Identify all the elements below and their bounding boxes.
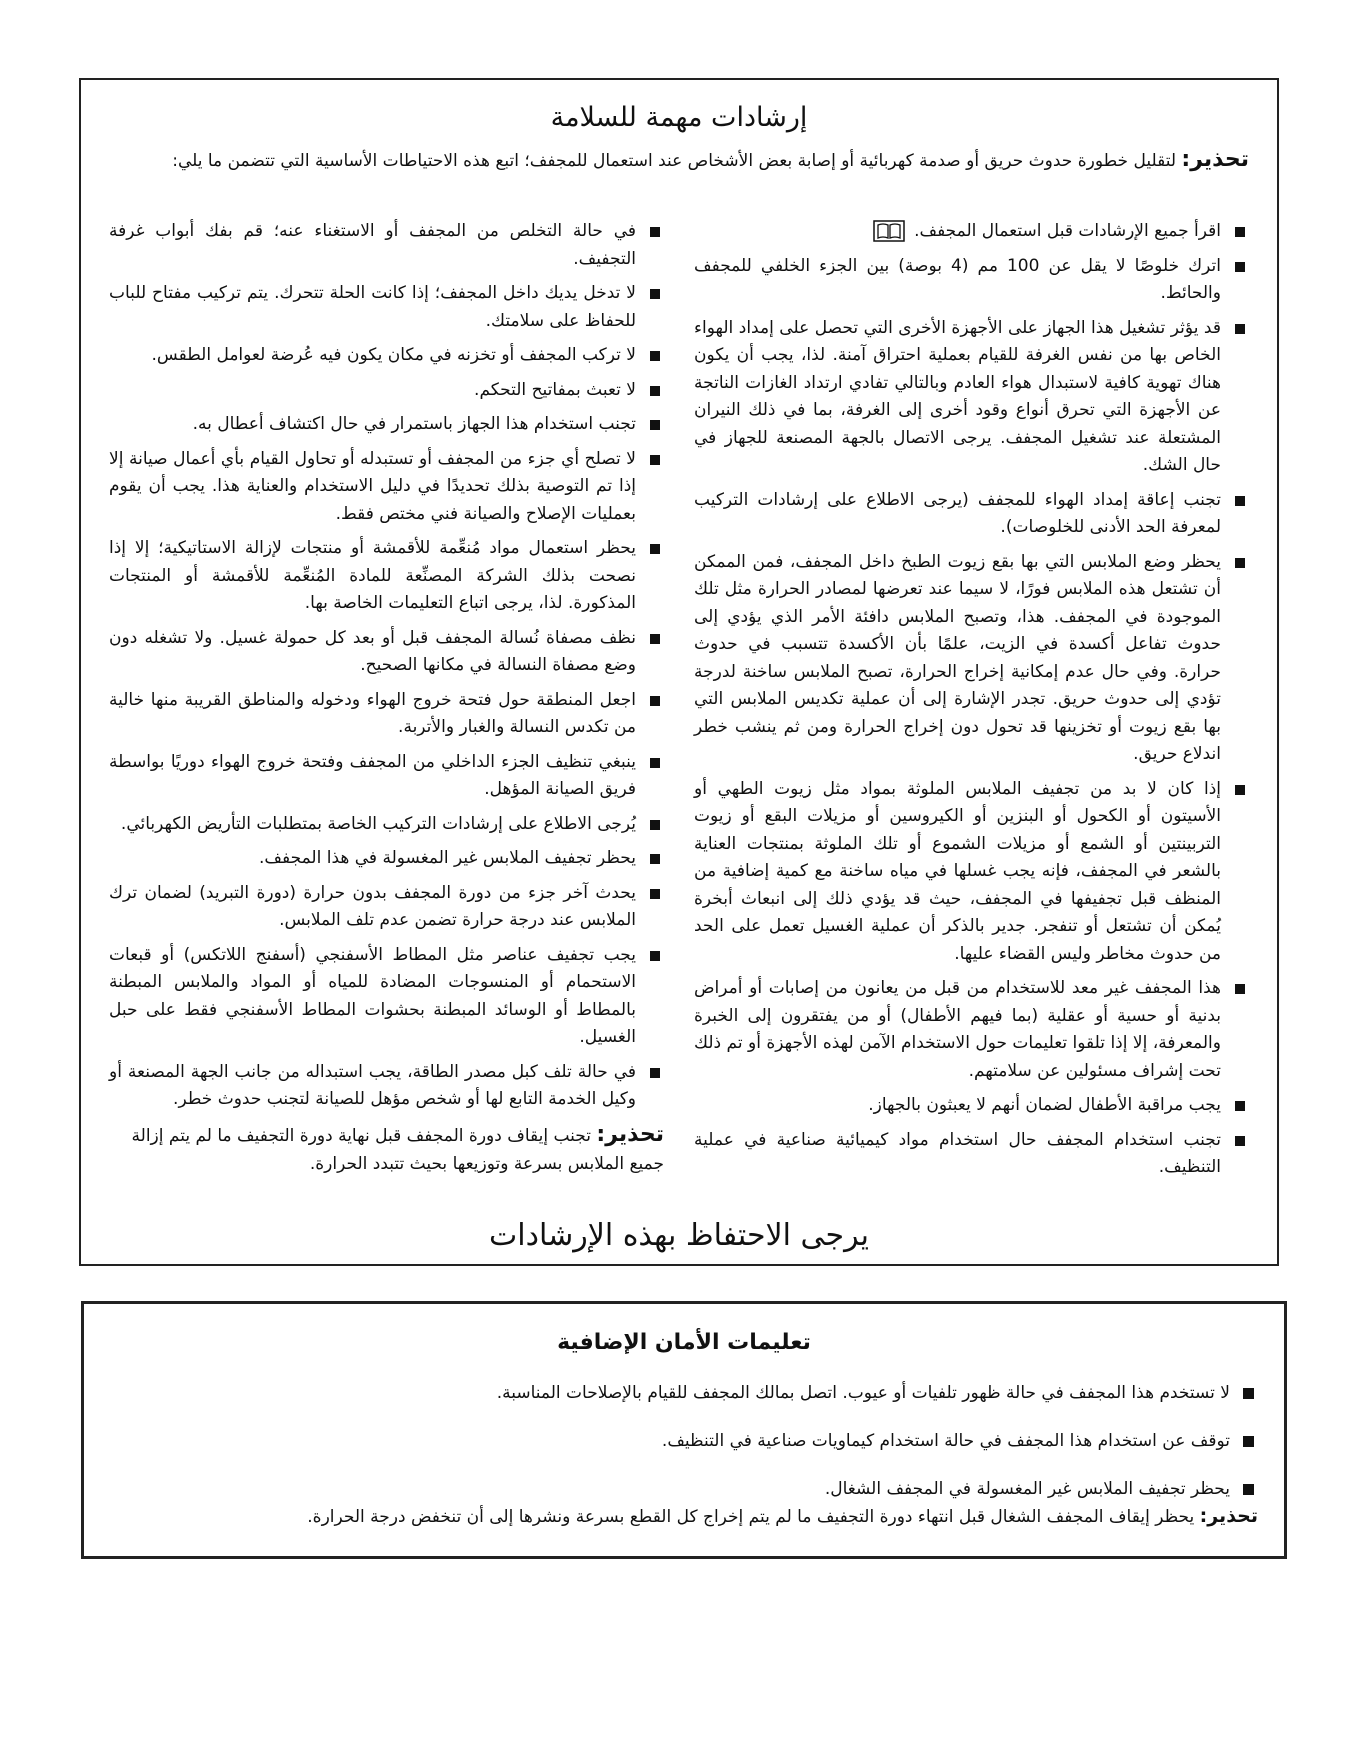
right-column [694, 218, 1249, 1189]
list-item: في حالة تلف كبل مصدر الطاقة، يجب استبداله من جانب الجهة المصنعة أو وكيل الخدمة التابع لها أو شخص مؤهل للصيانة لتجنب حدوث خطر. [109, 1059, 664, 1114]
left-instruction-list [109, 218, 664, 1114]
section-title: تعليمات الأمان الإضافية [557, 1330, 811, 1355]
list-item: يحدث آخر جزء من دورة المجفف بدون حرارة (دورة التبريد) لضمان ترك الملابس عند درجة حرارة تضمن عدم تلف الملابس. [109, 880, 664, 935]
warning-label: تحذير: [1199, 1505, 1258, 1527]
list-item: يُرجى الاطلاع على إرشادات التركيب الخاصة بمتطلبات التأريض الكهربائي. [109, 811, 664, 839]
list-item: يحظر استعمال مواد مُنعِّمة للأقمشة أو منتجات لإزالة الاستاتيكية؛ إلا إذا نصحت بذلك الشركة المصنِّعة للمادة المُنعِّمة للأقمشة أو المنتجات المذكورة. لذا، يرجى اتباع التعليمات الخاصة بها. [109, 535, 664, 618]
list-item: نظف مصفاة نُسالة المجفف قبل أو بعد كل حمولة غسيل. ولا تشغله دون وضع مصفاة النسالة في مكانها الصحيح. [109, 625, 664, 680]
list-item: اترك خلوصًا لا يقل عن 100 مم (4 بوصة) بين الجزء الخلفي للمجفف والحائط. [694, 253, 1249, 308]
list-item: لا تصلح أي جزء من المجفف أو تستبدله أو تحاول القيام بأي أعمال صيانة إلا إذا تم التوصية بذلك تحديدًا في دليل الاستخدام والعناية هذا. يجب أن يقوم بعمليات الإصلاح والصيانة فني مختص فقط. [109, 446, 664, 529]
safety-instructions-box [79, 78, 1279, 1266]
warning-text: يحظر إيقاف المجفف الشغال قبل انتهاء دورة التجفيف ما لم يتم إخراج كل القطع بسرعة ونشرها إلى أن تنخفض درجة الحرارة. [307, 1507, 1195, 1527]
list-item: قد يؤثر تشغيل هذا الجهاز على الأجهزة الأخرى التي تحصل على إمداد الهواء الخاص بها من نفس الغرفة للقيام بعملية احتراق آمنة. لذا، يجب أن يكون هناك تهوية كافية لاستبدال هواء العادم وبالتالي تفادي ارتداد الغازات الناتجة عن الأجهزة التي تحرق أنواع وقود أخرى إلى الغرفة، بما في ذلك النيران المشتعلة عند تشغيل المجفف. يرجى الاتصال بالجهة المصنعة للجهاز في حال الشك. [694, 315, 1249, 480]
list-item: تجنب استخدام هذا الجهاز باستمرار في حال اكتشاف أعطال به. [109, 411, 664, 439]
list-item: يحظر وضع الملابس التي بها بقع زيوت الطبخ داخل المجفف، فمن الممكن أن تشتعل هذه الملابس فورًا، لا سيما عند تعرضها لمصادر الحرارة مثل تلك الموجودة في المجفف. هذا، وتصبح الملابس دافئة الأمر الذي يؤدي إلى حدوث تفاعل أكسدة في الزيت، علمًا بأن الأكسدة تتسبب في حدوث حرارة. وفي حال عدم إمكانية إخراج الحرارة، تصبح الملابس ساخنة لدرجة تؤدي إلى حدوث حريق. تجدر الإشارة إلى أن عملية تكديس الملابس التي بها بقع زيوت أو تخزينها قد تحول دون إخراج الحرارة ومن ثم ينشب خطر اندلاع حريق. [694, 549, 1249, 769]
list-item: توقف عن استخدام هذا المجفف في حالة استخدام كيماويات صناعية في التنظيف. [110, 1428, 1258, 1455]
right-instruction-list [694, 218, 1249, 1182]
book-icon [873, 220, 905, 242]
intro-warning [109, 146, 1249, 175]
list-item: لا تركب المجفف أو تخزنه في مكان يكون فيه عُرضة لعوامل الطقس. [109, 342, 664, 370]
list-item: هذا المجفف غير معد للاستخدام من قبل من يعانون من إصابات أو أمراض بدنية أو حسية أو عقلية (بما فيهم الأطفال) أو من يفتقرون إلى الخبرة والمعرفة، إلا إذا تلقوا تعليمات حول الاستخدام الآمن لهذه الأجهزة أو تم ذلك تحت إشراف مسئولين عن سلامتهم. [694, 975, 1249, 1085]
list-item: اقرأ جميع الإرشادات قبل استعمال المجفف. [694, 218, 1249, 246]
keep-instructions-footer: يرجى الاحتفاظ بهذه الإرشادات [489, 1218, 869, 1253]
list-item: لا تستخدم هذا المجفف في حالة ظهور تلفيات أو عيوب. اتصل بمالك المجفف للقيام بالإصلاحات المناسبة. [110, 1380, 1258, 1407]
list-item: تجنب استخدام المجفف حال استخدام مواد كيميائية صناعية في عملية التنظيف. [694, 1127, 1249, 1182]
dryer-cycle-warning [109, 1121, 664, 1178]
list-item: يجب تجفيف عناصر مثل المطاط الأسفنجي (أسفنج اللاتكس) أو قبعات الاستحمام أو المنسوجات المضادة للمياه أو المواد والملابس المبطنة بالمطاط أو الوسائد المبطنة بحشوات المطاط الأسفنجي فقط على حبل الغسيل. [109, 942, 664, 1052]
page-title: إرشادات مهمة للسلامة [550, 102, 808, 133]
list-item: يحظر تجفيف الملابس غير المغسولة في هذا المجفف. [109, 845, 664, 873]
list-item: إذا كان لا بد من تجفيف الملابس الملوثة بمواد مثل زيوت الطهي أو الأسيتون أو الكحول أو البنزين أو الكيروسين أو مزيلات البقع أو زيوت التربينتين أو الشمع أو مزيلات الشموع أو تلك الملوثة بمنتجات العناية بالشعر في المجفف، فإنه يجب غسلها في مياه ساخنة مع كمية إضافية من المنظف قبل تجفيفها في المجفف، حيث قد يؤدي ذلك إلى انبعاث أبخرة يُمكن أن تشتعل أو تنفجر. جدير بالذكر أن عملية الغسيل تعمل على الحد من حدوث مخاطر وليس القضاء عليها. [694, 776, 1249, 969]
list-item: اجعل المنطقة حول فتحة خروج الهواء ودخوله والمناطق القريبة منها خالية من تكدس النسالة والغبار والأتربة. [109, 687, 664, 742]
list-item: يجب مراقبة الأطفال لضمان أنهم لا يعبثون بالجهاز. [694, 1092, 1249, 1120]
left-column [109, 218, 664, 1178]
warning-text: تجنب إيقاف دورة المجفف قبل نهاية دورة التجفيف ما لم يتم إزالة جميع الملابس بسرعة وتوزيعها بحيث تتبدد الحرارة. [131, 1125, 664, 1174]
list-item: في حالة التخلص من المجفف أو الاستغناء عنه؛ قم بفك أبواب غرفة التجفيف. [109, 218, 664, 273]
list-item: لا تعبث بمفاتيح التحكم. [109, 377, 664, 405]
warning-label: تحذير: [596, 1121, 664, 1147]
intro-text: لتقليل خطورة حدوث حريق أو صدمة كهربائية أو إصابة بعض الأشخاص عند استعمال للمجفف؛ اتبع هذه الاحتياطات الأساسية التي تتضمن ما يلي: [172, 151, 1177, 171]
warning-label: تحذير: [1181, 147, 1249, 172]
list-item: يحظر تجفيف الملابس غير المغسولة في المجفف الشغال. [110, 1476, 1258, 1503]
list-item: تجنب إعاقة إمداد الهواء للمجفف (يرجى الاطلاع على إرشادات التركيب لمعرفة الحد الأدنى للخلوصات). [694, 487, 1249, 542]
additional-safety-box [81, 1301, 1287, 1559]
list-item: لا تدخل يديك داخل المجفف؛ إذا كانت الحلة تتحرك. يتم تركيب مفتاح للباب للحفاظ على سلامتك. [109, 280, 664, 335]
list-item: ينبغي تنظيف الجزء الداخلي من المجفف وفتحة خروج الهواء دوريًا بواسطة فريق الصيانة المؤهل. [109, 749, 664, 804]
additional-warning [110, 1502, 1258, 1531]
